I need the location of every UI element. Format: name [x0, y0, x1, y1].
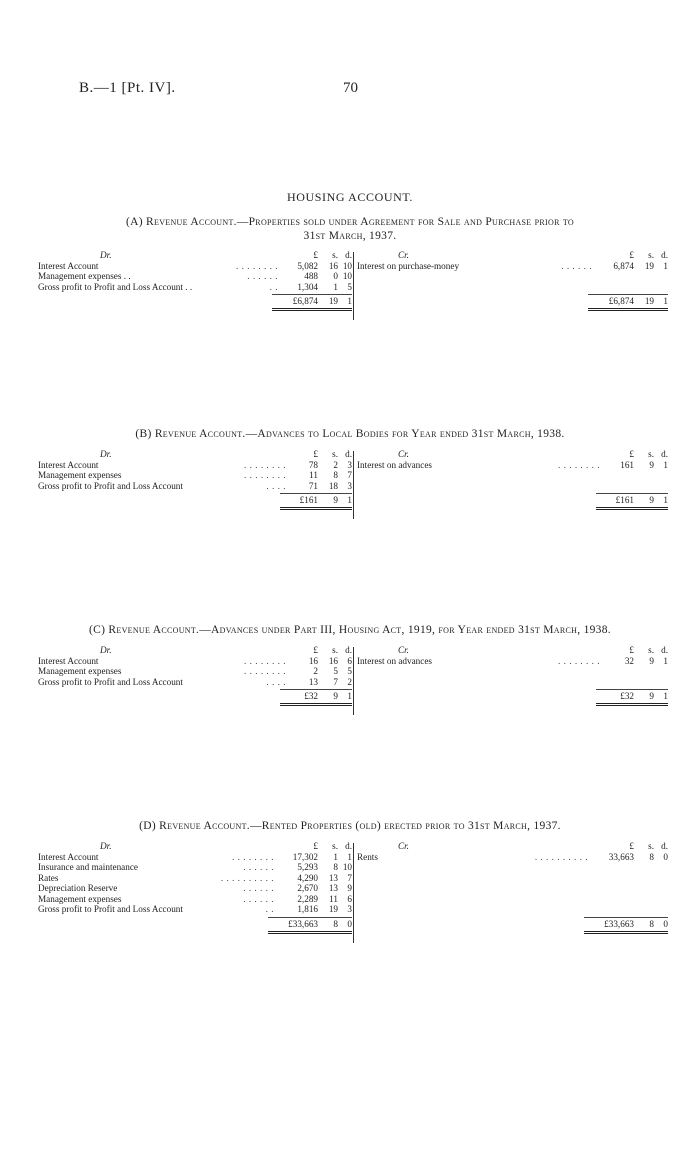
page-header-reference: B.—1 [Pt. IV]. — [79, 80, 176, 96]
dr-total-pence: 1 — [347, 495, 352, 505]
cr-line-shillings: 9 — [649, 655, 654, 666]
dr-line-item — [38, 460, 354, 471]
dr-line-amount — [278, 904, 352, 915]
cr-total-amount — [590, 919, 668, 930]
dr-total-pounds: £161 — [299, 495, 318, 505]
cr-currency-header — [594, 841, 668, 852]
section-b-title — [30, 427, 670, 441]
cr-total — [354, 687, 668, 707]
dr-total-pence: 1 — [347, 691, 352, 701]
dr-line-description: Interest Account — [38, 655, 99, 666]
dr-line-pence: 1 — [347, 851, 352, 862]
shilling-sign: s. — [648, 645, 654, 655]
dr-line-amount — [282, 282, 352, 293]
dr-line-shillings: 16 — [328, 655, 338, 666]
dr-label: Dr. — [100, 449, 112, 459]
dr-line-pounds: 2,670 — [297, 883, 318, 893]
dr-total-amount — [286, 691, 352, 702]
blank-line — [354, 470, 668, 481]
cr-line-pence: 1 — [663, 260, 668, 271]
dr-line-item — [38, 470, 354, 481]
dr-total-pence: 1 — [347, 296, 352, 306]
shilling-sign: s. — [332, 841, 338, 851]
dr-leader-dots: . . . . . . — [243, 883, 274, 893]
dr-total-double-rule — [280, 507, 352, 510]
dr-line-description: Interest Account — [38, 459, 99, 470]
dr-line-shillings: 13 — [328, 872, 338, 883]
cr-total-pence: 1 — [663, 296, 668, 306]
cr-line-amount — [594, 852, 668, 863]
cr-total-shillings: 9 — [649, 495, 654, 505]
cr-line-shillings: 9 — [649, 459, 654, 470]
dr-line-pence: 5 — [347, 666, 352, 676]
cr-total — [354, 292, 668, 312]
dr-total-amount — [286, 495, 352, 506]
section-c-account — [38, 645, 668, 719]
cr-total-pounds: £6,874 — [608, 296, 634, 306]
cr-column — [354, 841, 668, 935]
cr-label: Cr. — [398, 645, 409, 655]
pound-sign: £ — [629, 250, 634, 260]
blank-line — [354, 862, 668, 873]
dr-line-amount — [290, 666, 352, 677]
cr-line-pounds: 33,663 — [608, 851, 634, 862]
blank-line — [354, 666, 668, 677]
cr-column-header — [354, 841, 668, 852]
dr-total-pounds: £33,663 — [288, 918, 318, 929]
dr-line-pence: 2 — [347, 676, 352, 687]
dr-line-amount — [278, 873, 352, 884]
dr-total-rule — [268, 917, 352, 918]
dr-line-description: Gross profit to Profit and Loss Account — [38, 676, 183, 687]
pence-sign: d. — [661, 449, 668, 459]
dr-line-shillings: 8 — [333, 470, 338, 480]
dr-label: Dr. — [100, 645, 112, 655]
cr-leader-dots: . . . . . . . . — [558, 655, 600, 666]
dr-total-rule — [280, 493, 352, 494]
dr-total-rule — [272, 294, 352, 295]
dr-line-amount — [282, 261, 352, 272]
dr-line-amount — [290, 460, 352, 471]
dr-total-double-rule — [280, 703, 352, 706]
cr-total-pounds: £33,663 — [604, 918, 634, 929]
dr-line-shillings: 0 — [333, 271, 338, 281]
pound-sign: £ — [313, 250, 318, 260]
dr-line-pence: 9 — [347, 883, 352, 893]
dr-line-shillings: 7 — [333, 676, 338, 687]
dr-line-pounds: 71 — [308, 480, 318, 491]
blank-line — [354, 677, 668, 688]
cr-total-rule — [588, 294, 668, 295]
pence-sign: d. — [345, 250, 352, 260]
dr-column-header — [38, 449, 354, 460]
dr-line-amount — [282, 271, 352, 282]
cr-total-amount — [602, 495, 668, 506]
cr-currency-header — [606, 645, 668, 656]
pound-sign: £ — [313, 449, 318, 459]
section-a-title-line2: 31st March, 1937. — [303, 230, 397, 242]
dr-line-item — [38, 656, 354, 667]
cr-leader-dots: . . . . . . . . — [558, 459, 600, 470]
dr-leader-dots: . . . . . . . . . . — [220, 872, 274, 883]
dr-leader-dots: . . . . . . . . — [244, 459, 286, 470]
dr-line-description: Insurance and maintenance — [38, 862, 138, 872]
blank-line — [354, 894, 668, 905]
dr-total-shillings: 8 — [333, 918, 338, 929]
dr-leader-dots: . . . . . . — [243, 862, 274, 872]
cr-leader-dots: . . . . . . . . . . — [534, 851, 588, 862]
dr-line-pence: 10 — [342, 260, 352, 271]
account-body — [38, 250, 668, 324]
dr-column — [38, 645, 354, 707]
section-a-title — [30, 215, 670, 243]
dr-line-pounds: 2,289 — [297, 893, 318, 904]
pound-sign: £ — [313, 645, 318, 655]
cr-column-header — [354, 449, 668, 460]
section-c-title — [30, 623, 670, 637]
cr-line-amount — [606, 656, 668, 667]
pence-sign: d. — [345, 645, 352, 655]
dr-line-amount — [278, 883, 352, 894]
dr-currency-header — [290, 449, 352, 460]
dr-total-shillings: 19 — [328, 296, 338, 306]
dr-column-header — [38, 645, 354, 656]
dr-line-item — [38, 271, 354, 282]
dr-line-amount — [278, 894, 352, 905]
dr-leader-dots: . . . . . . . . — [236, 260, 278, 271]
account-body — [38, 841, 668, 947]
account-divider — [353, 451, 354, 519]
dr-total-pounds: £6,874 — [292, 296, 318, 306]
dr-line-amount — [278, 852, 352, 863]
dr-line-pounds: 16 — [308, 655, 318, 666]
dr-line-description: Management expenses — [38, 666, 122, 676]
section-d-title — [30, 819, 670, 833]
dr-currency-header — [290, 645, 352, 656]
cr-total-double-rule — [596, 507, 668, 510]
dr-line-shillings: 1 — [333, 851, 338, 862]
blank-line — [354, 271, 668, 282]
cr-total-shillings: 19 — [644, 296, 654, 306]
dr-leader-dots: . . . . — [266, 676, 286, 687]
cr-total-shillings: 9 — [649, 691, 654, 701]
cr-total-rule — [596, 689, 668, 690]
dr-total-pounds: £32 — [304, 691, 318, 701]
dr-currency-header — [278, 841, 352, 852]
blank-line — [354, 904, 668, 915]
dr-leader-dots: . . . . . . . . — [232, 851, 274, 862]
cr-currency-header — [598, 250, 668, 261]
cr-line-pence: 1 — [663, 655, 668, 666]
cr-line-pence: 1 — [663, 459, 668, 470]
dr-line-description: Management expenses — [38, 893, 122, 904]
section-c-title-line1: (C) Revenue Account.—Advances under Part III, Housing Act, 1919, for Year ended 31st March, 1938. — [89, 624, 611, 636]
dr-line-pounds: 13 — [308, 676, 318, 687]
dr-line-description: Gross profit to Profit and Loss Account . . — [38, 281, 193, 292]
pound-sign: £ — [313, 841, 318, 851]
shilling-sign: s. — [332, 449, 338, 459]
dr-total-amount — [274, 919, 352, 930]
section-d-title-line1: (D) Revenue Account.—Rented Properties (old) erected prior to 31st March, 1937. — [139, 820, 561, 832]
pence-sign: d. — [661, 250, 668, 260]
dr-currency-header — [282, 250, 352, 261]
shilling-sign: s. — [332, 250, 338, 260]
dr-line-description: Depreciation Reserve — [38, 883, 118, 893]
dr-column — [38, 449, 354, 511]
cr-total-pence: 1 — [663, 691, 668, 701]
cr-line-pounds: 32 — [624, 655, 634, 666]
dr-line-pounds: 5,082 — [297, 260, 318, 271]
dr-line-pence: 7 — [347, 470, 352, 480]
dr-leader-dots: . . . . — [266, 480, 286, 491]
cr-column — [354, 645, 668, 707]
section-a-title-line1: (A) Revenue Account.—Properties sold under Agreement for Sale and Purchase prior to — [126, 216, 574, 228]
pound-sign: £ — [629, 449, 634, 459]
blank-line — [354, 873, 668, 884]
pence-sign: d. — [661, 841, 668, 851]
account-divider — [353, 647, 354, 715]
dr-total-pence: 0 — [347, 918, 352, 929]
dr-leader-dots: . . . . . . — [243, 893, 274, 904]
dr-line-description: Gross profit to Profit and Loss Account — [38, 480, 183, 491]
dr-leader-dots: . . . . . . — [247, 271, 278, 281]
cr-total-double-rule — [588, 308, 668, 311]
dr-line-pounds: 1,304 — [297, 281, 318, 292]
dr-total-shillings: 9 — [333, 691, 338, 701]
cr-line-pence: 0 — [663, 851, 668, 862]
dr-total — [38, 292, 354, 312]
cr-total-rule — [596, 493, 668, 494]
cr-column — [354, 449, 668, 511]
blank-line — [354, 282, 668, 293]
pence-sign: d. — [661, 645, 668, 655]
dr-line-pence: 3 — [347, 480, 352, 491]
dr-line-pounds: 1,816 — [297, 904, 318, 914]
dr-line-description: Rates — [38, 872, 59, 883]
cr-line-pounds: 161 — [620, 459, 634, 470]
cr-label: Cr. — [398, 841, 409, 851]
shilling-sign: s. — [648, 841, 654, 851]
cr-total-pounds: £161 — [615, 495, 634, 505]
shilling-sign: s. — [332, 645, 338, 655]
pence-sign: d. — [345, 841, 352, 851]
cr-total-amount — [594, 296, 668, 307]
dr-line-pounds: 2 — [313, 666, 318, 676]
dr-leader-dots: . . . . . . . . — [244, 470, 286, 480]
cr-line-amount — [606, 460, 668, 471]
dr-label: Dr. — [100, 841, 112, 851]
dr-leader-dots: . . — [269, 281, 278, 292]
dr-line-shillings: 11 — [329, 893, 338, 904]
pence-sign: d. — [345, 449, 352, 459]
dr-line-description: Management expenses — [38, 470, 122, 480]
cr-total-amount — [602, 691, 668, 702]
page-number: 70 — [343, 80, 358, 96]
cr-line-description: Rents — [357, 851, 378, 862]
dr-line-item — [38, 904, 354, 915]
account-divider — [353, 252, 354, 320]
dr-line-pounds: 5,293 — [297, 862, 318, 872]
dr-leader-dots: . . . . . . . . — [244, 666, 286, 676]
account-body — [38, 449, 668, 523]
dr-line-item — [38, 873, 354, 884]
cr-line-item — [354, 656, 668, 667]
cr-total-rule — [584, 917, 668, 918]
dr-line-item — [38, 282, 354, 293]
dr-column — [38, 841, 354, 935]
section-a-account — [38, 250, 668, 324]
dr-line-description: Interest Account — [38, 260, 99, 271]
dr-total-double-rule — [272, 308, 352, 311]
dr-column-header — [38, 250, 354, 261]
cr-column-header — [354, 645, 668, 656]
cr-line-item — [354, 460, 668, 471]
cr-total — [354, 915, 668, 935]
dr-total — [38, 687, 354, 707]
dr-total-double-rule — [268, 931, 352, 934]
dr-line-amount — [290, 677, 352, 688]
section-d-account — [38, 841, 668, 947]
dr-line-item — [38, 852, 354, 863]
dr-line-shillings: 2 — [333, 459, 338, 470]
dr-line-pounds: 4,290 — [297, 872, 318, 883]
dr-line-pounds: 11 — [309, 470, 318, 480]
dr-total-amount — [278, 296, 352, 307]
dr-line-item — [38, 677, 354, 688]
dr-line-pence: 7 — [347, 872, 352, 883]
cr-total-shillings: 8 — [649, 918, 654, 929]
dr-total-rule — [280, 689, 352, 690]
blank-line — [354, 481, 668, 492]
dr-line-pounds: 78 — [308, 459, 318, 470]
dr-total — [38, 915, 354, 935]
account-divider — [353, 843, 354, 943]
account-body — [38, 645, 668, 719]
dr-column — [38, 250, 354, 312]
dr-line-pence: 10 — [342, 271, 352, 281]
dr-line-pence: 10 — [342, 862, 352, 872]
dr-line-description: Interest Account — [38, 851, 99, 862]
dr-leader-dots: . . . . . . . . — [244, 655, 286, 666]
dr-line-pence: 3 — [347, 459, 352, 470]
cr-currency-header — [606, 449, 668, 460]
cr-line-item — [354, 261, 668, 272]
dr-label: Dr. — [100, 250, 112, 260]
dr-line-item — [38, 862, 354, 873]
cr-label: Cr. — [398, 449, 409, 459]
cr-total-pounds: £32 — [620, 691, 634, 701]
dr-line-shillings: 13 — [328, 883, 338, 893]
cr-line-description: Interest on purchase-money — [357, 260, 460, 271]
dr-line-shillings: 18 — [328, 480, 338, 491]
dr-line-amount — [290, 656, 352, 667]
cr-column — [354, 250, 668, 312]
cr-line-description: Interest on advances — [357, 459, 432, 470]
cr-total-double-rule — [584, 931, 668, 934]
cr-line-item — [354, 852, 668, 863]
dr-line-pounds: 488 — [304, 271, 318, 281]
cr-total-double-rule — [596, 703, 668, 706]
pound-sign: £ — [629, 645, 634, 655]
section-b-account — [38, 449, 668, 523]
dr-line-item — [38, 261, 354, 272]
dr-line-pounds: 17,302 — [292, 851, 318, 862]
dr-line-item — [38, 883, 354, 894]
cr-total — [354, 491, 668, 511]
cr-line-shillings: 8 — [649, 851, 654, 862]
dr-line-shillings: 5 — [333, 666, 338, 676]
dr-line-amount — [278, 862, 352, 873]
dr-leader-dots: . . — [265, 904, 274, 914]
dr-line-amount — [290, 481, 352, 492]
dr-line-shillings: 1 — [333, 281, 338, 292]
blank-line — [354, 883, 668, 894]
page-title: HOUSING ACCOUNT. — [286, 190, 414, 204]
cr-leader-dots: . . . . . . — [561, 260, 592, 271]
dr-line-item — [38, 481, 354, 492]
dr-column-header — [38, 841, 354, 852]
dr-line-pence: 5 — [347, 281, 352, 292]
dr-line-pence: 3 — [347, 904, 352, 914]
dr-total-shillings: 9 — [333, 495, 338, 505]
shilling-sign: s. — [648, 449, 654, 459]
pound-sign: £ — [629, 841, 634, 851]
shilling-sign: s. — [648, 250, 654, 260]
cr-line-description: Interest on advances — [357, 655, 432, 666]
cr-total-pence: 1 — [663, 495, 668, 505]
cr-line-shillings: 19 — [644, 260, 654, 271]
dr-line-pence: 6 — [347, 893, 352, 904]
cr-column-header — [354, 250, 668, 261]
dr-total — [38, 491, 354, 511]
dr-line-pence: 6 — [347, 655, 352, 666]
dr-line-item — [38, 894, 354, 905]
dr-line-shillings: 19 — [328, 904, 338, 914]
cr-line-pounds: 6,874 — [613, 260, 634, 271]
dr-line-description: Gross profit to Profit and Loss Account — [38, 904, 183, 914]
dr-line-shillings: 8 — [333, 862, 338, 872]
dr-line-amount — [290, 470, 352, 481]
cr-total-pence: 0 — [663, 918, 668, 929]
dr-line-item — [38, 666, 354, 677]
cr-line-amount — [598, 261, 668, 272]
cr-label: Cr. — [398, 250, 409, 260]
dr-line-shillings: 16 — [328, 260, 338, 271]
section-b-title-line1: (B) Revenue Account.—Advances to Local Bodies for Year ended 31st March, 1938. — [135, 428, 565, 440]
dr-line-description: Management expenses . . — [38, 271, 131, 281]
